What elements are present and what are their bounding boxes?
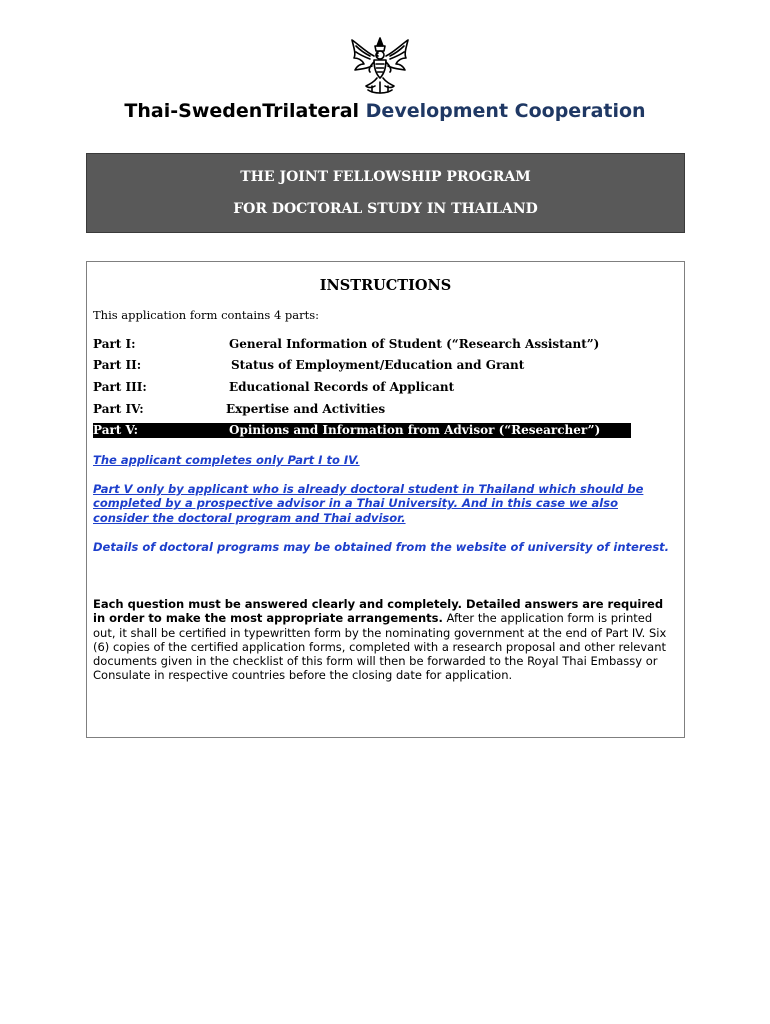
part-row-5-selected	[93, 423, 631, 438]
program-title-banner	[86, 153, 685, 233]
doctoral-programs-note: Details of doctoral programs may be obtained from the website of university of interest.	[93, 540, 670, 554]
instructions-box	[86, 261, 685, 738]
part-description: Educational Records of Applicant	[229, 380, 455, 394]
paragraph-bold-text: Each question must be answered clearly and completely. Detailed answers are required in order to make the most appropriate arrangements.	[93, 597, 664, 626]
org-title-main: Thai-SwedenTrilateral	[124, 100, 360, 122]
part-row-3	[93, 380, 631, 395]
instructions-intro: This application form contains 4 parts:	[93, 308, 320, 322]
paragraph-text: After the application form is printed out, it shall be certified in typewritten form by the nominating government at the end of Part IV. Six (6) copies of the certified application forms, completed with a research proposal and other relevant documents given in the checklist of this form will then be forwarded to the Royal Thai Embassy or Consulate in respective countries before the closing date for application.	[93, 611, 667, 683]
applicant-note: The applicant completes only Part I to IV.	[93, 453, 360, 467]
organization-title	[0, 100, 770, 122]
part-label: Part III:	[93, 380, 147, 394]
garuda-emblem-icon	[348, 36, 412, 96]
part-description: Opinions and Information from Advisor (“Researcher”)	[229, 423, 601, 437]
instructions-paragraph	[93, 597, 673, 683]
part-description: General Information of Student (“Research Assistant”)	[229, 337, 600, 351]
part-row-1	[93, 337, 631, 352]
part-description: Expertise and Activities	[226, 402, 386, 416]
part-label: Part I:	[93, 337, 136, 351]
org-title-accent: Development Cooperation	[365, 100, 646, 122]
part-description: Status of Employment/Education and Grant	[231, 358, 525, 372]
instructions-heading: INSTRUCTIONS	[319, 277, 452, 294]
banner-line-1: THE JOINT FELLOWSHIP PROGRAM	[240, 169, 531, 185]
part-row-4	[93, 402, 631, 417]
part-label: Part II:	[93, 358, 142, 372]
part-label: Part V:	[93, 423, 139, 437]
part-row-2	[93, 358, 631, 373]
part-label: Part IV:	[93, 402, 144, 416]
part-v-note: Part V only by applicant who is already doctoral student in Thailand which should be completed by a prospective advisor in a Thai University. And in this case we also consider the doctoral program and Thai advisor.	[93, 482, 644, 525]
banner-line-2: FOR DOCTORAL STUDY IN THAILAND	[233, 201, 538, 217]
